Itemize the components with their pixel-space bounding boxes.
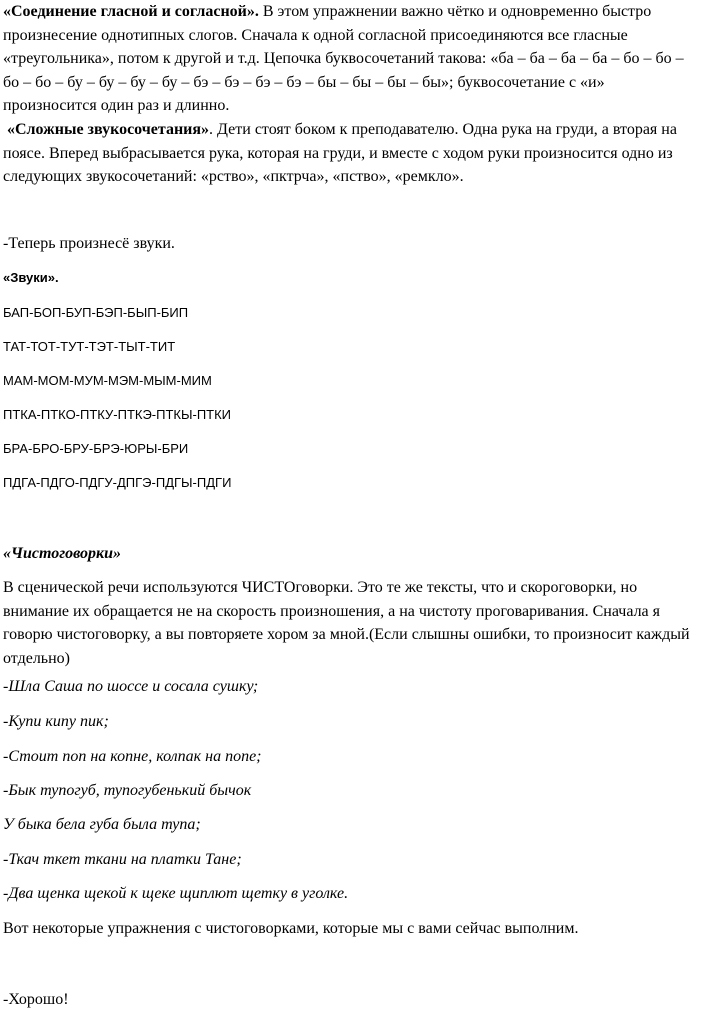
sound-line: ТАТ-ТОТ-ТУТ-ТЭТ-ТЫТ-ТИТ [3,339,176,354]
paragraph-title: «Сложные звукосочетания» [7,121,210,138]
clean-talk-intro: В сценической речи используются ЧИСТОговорки. Это те же тексты, что и скороговорки, но внимание их обращается не на скорость произношения, а на чистоту проговаривания. Сначала я говорю чистоговорку, а вы повторяете хором за мной.(Если слышны ошибки, то произносит каждый отдельно) [3,579,690,667]
paragraph-body: . Дети стоят боком к преподавателю. Одна рука на груди, а вторая на поясе. Вперед выбрасывается рука, которая на груди, и вместе с ходом руки произносится одно из следующих звукосочетаний: «рство», «пктрча», «пство», «ремкло». [3,121,677,185]
prompt-sounds: -Теперь произнесё звуки. [3,235,175,252]
sound-line: БАП-БОП-БУП-БЭП-БЫП-БИП [3,305,189,320]
clean-talk-line: -Шла Саша по шоссе и сосала сушку; [3,678,259,695]
clean-talk-line: -Стоит поп на копне, колпак на попе; [3,748,262,765]
paragraph-complex-sounds [3,118,698,189]
paragraph-vowel-consonant [3,0,698,118]
paragraph-title: «Соединение гласной и согласной». [3,3,259,20]
clean-talk-line: -Бык тупогуб, тупогубенький бычок [3,782,252,799]
final-text: -Хорошо! [3,991,69,1008]
clean-talk-line: -Два щенка щекой к щеке щиплют щетку в уголке. [3,885,349,902]
outro-text: Вот некоторые упражнения с чистоговорками, которые мы с вами сейчас выполним. [3,920,579,937]
sound-line: МАМ-МОМ-МУМ-МЭМ-МЫМ-МИМ [3,373,212,388]
clean-talk-heading: «Чистоговорки» [3,545,122,562]
sound-line: ПДГА-ПДГО-ПДГУ-ДПГЭ-ПДГЫ-ПДГИ [3,475,232,490]
clean-talk-line: У быка бела губа была тупа; [3,816,201,833]
sound-line: ПТКА-ПТКО-ПТКУ-ПТКЭ-ПТКЫ-ПТКИ [3,407,232,422]
clean-talk-line: -Ткач ткет ткани на платки Тане; [3,851,242,868]
paragraph-body: В этом упражнении важно чётко и одновременно быстро произнесение однотипных слогов. Сначала к одной согласной присоединяются все гласные «треугольника», потом к другой и т.д. Цепочка буквосочетаний такова: «ба – ба – ба – ба – бо – бо – бо – бо – бу – бу – бу – бу – бэ – бэ – бэ – бэ – бы – бы – бы – бы»; буквосочетание с «и» произносится один раз и длинно. [3,3,684,114]
sounds-heading: «Звуки». [3,270,59,285]
sound-line: БРА-БРО-БРУ-БРЭ-ЮРЫ-БРИ [3,441,189,456]
clean-talk-line: -Купи кипу пик; [3,713,109,730]
